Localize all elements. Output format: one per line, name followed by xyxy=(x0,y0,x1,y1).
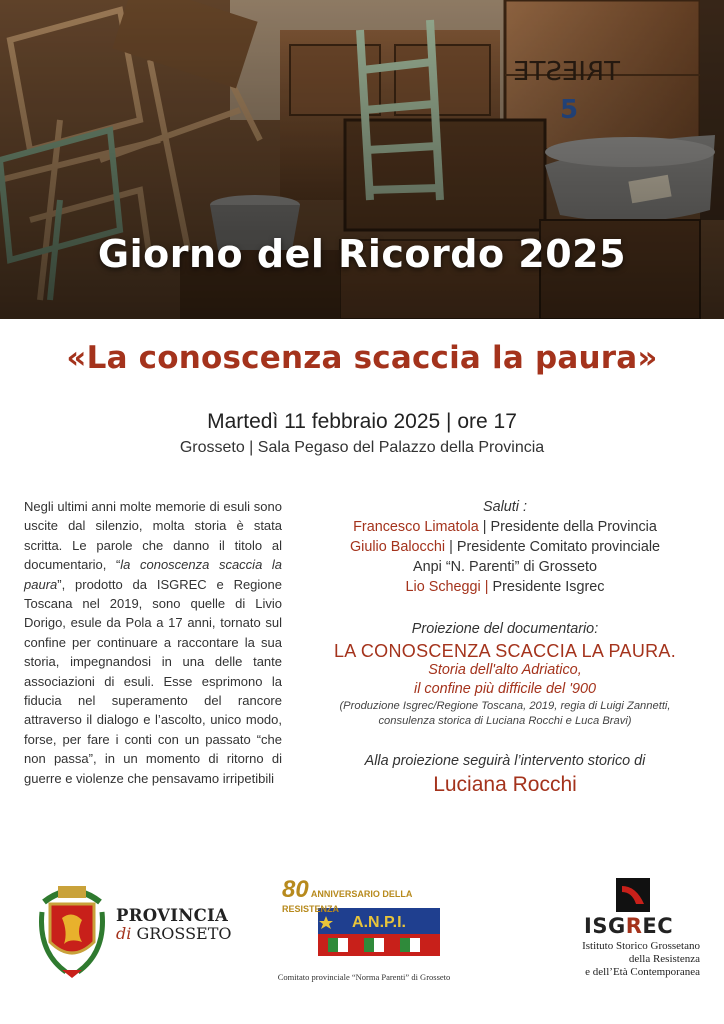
separator: | xyxy=(445,539,457,555)
hero-photo xyxy=(0,0,724,319)
provincia-coat-of-arms-icon xyxy=(36,882,108,982)
saluti-row-2-cont: Anpi “N. Parenti” di Grosseto xyxy=(413,559,597,575)
provincia-prefix: di xyxy=(116,924,132,943)
documentary-subtitle-1: Storia dell'alto Adriatico, xyxy=(428,662,582,678)
event-subtitle: «La conoscenza scaccia la paura» xyxy=(66,340,658,376)
event-venue: Grosseto | Sala Pegaso del Palazzo della Provincia xyxy=(179,439,545,456)
speaker-role: Presidente Isgrec xyxy=(492,579,605,595)
separator: | xyxy=(480,579,493,595)
isgrec-name-c: EC xyxy=(642,914,674,938)
documentary-subtitle-2: il confine più difficile del '900 xyxy=(414,681,596,697)
isgrec-logo-icon xyxy=(616,878,650,912)
anpi-name: A.N.P.I. xyxy=(352,914,406,931)
anpi-banner-icon xyxy=(318,908,440,956)
event-date: Martedì 11 febbraio 2025 | ore 17 xyxy=(207,410,517,433)
anpi-tagline: ANNIVERSARIO DELLA RESISTENZA xyxy=(282,889,413,914)
isgrec-name-a: ISG xyxy=(584,914,626,938)
hero-title: Giorno del Ricordo 2025 xyxy=(97,232,627,276)
isgrec-desc-line: Istituto Storico Grossetano xyxy=(582,940,700,952)
anpi-anniversary xyxy=(282,876,442,914)
program-column xyxy=(300,497,710,795)
documentary-credits-2: consulenza storica di Luciana Rocchi e Luca Bravi) xyxy=(378,715,632,727)
isgrec-name xyxy=(584,914,673,938)
saluti-heading: Saluti : xyxy=(483,499,527,515)
description-part-1: Negli ultimi anni molte memorie di esuli sono uscite dal silenzio, molta storia è stata scritta. Le parole che danno il titolo al documentario, “ xyxy=(24,499,282,573)
anpi-caption: Comitato provinciale “Norma Parenti” di Grosseto xyxy=(277,972,451,982)
isgrec-desc-line: della Resistenza xyxy=(628,953,700,965)
speaker-role: Presidente della Provincia xyxy=(490,519,657,535)
speaker-name: Francesco Limatola xyxy=(353,519,479,535)
isgrec-description xyxy=(570,940,700,979)
keynote-speaker: Luciana Rocchi xyxy=(433,773,577,796)
documentary-credits-1: (Produzione Isgrec/Regione Toscana, 2019, regia di Luigi Zannetti, xyxy=(339,700,671,712)
description-quote: la conoscenza scaccia la paura xyxy=(24,557,282,592)
speaker-name: Lio Scheggi xyxy=(405,579,481,595)
documentary-title: LA CONOSCENZA SCACCIA LA PAURA. xyxy=(333,641,677,661)
description-part-3: ”, prodotto da ISGREC e Regione Toscana nel 2019, sono quelle di Livio Dorigo, esule da Pola a 17 anni, tornato sul confine per continuare a raccontare la sua storia, impegnandosi in una delle tante associazioni di esuli. Esse esprimono la fiducia nel superamento del rancore attraverso il dialogo e l’ascolto, unico modo, forse, per fare i conti con un passato “che non passa”, in un momento di ritorno di guerre e violenze che pensavamo irripetibili xyxy=(24,576,282,786)
saluti-row-2 xyxy=(300,537,710,557)
provincia-name: PROVINCIA xyxy=(116,906,229,925)
saluti-row-1 xyxy=(300,517,710,537)
speaker-role: Presidente Comitato provinciale xyxy=(456,539,661,555)
isgrec-name-b: R xyxy=(625,914,643,938)
saluti-row-3 xyxy=(300,577,710,597)
provincia-city xyxy=(116,924,232,943)
description-paragraph xyxy=(24,497,282,788)
proiezione-heading: Proiezione del documentario: xyxy=(411,621,599,637)
speaker-name: Giulio Balocchi xyxy=(349,539,446,555)
isgrec-desc-line: e dell’Età Contemporanea xyxy=(585,966,700,978)
anpi-number: 80 xyxy=(282,876,309,903)
provincia-city-name: GROSSETO xyxy=(136,924,232,943)
separator: | xyxy=(478,519,491,535)
intervento-heading: Alla proiezione seguirà l’intervento storico di xyxy=(364,753,646,769)
